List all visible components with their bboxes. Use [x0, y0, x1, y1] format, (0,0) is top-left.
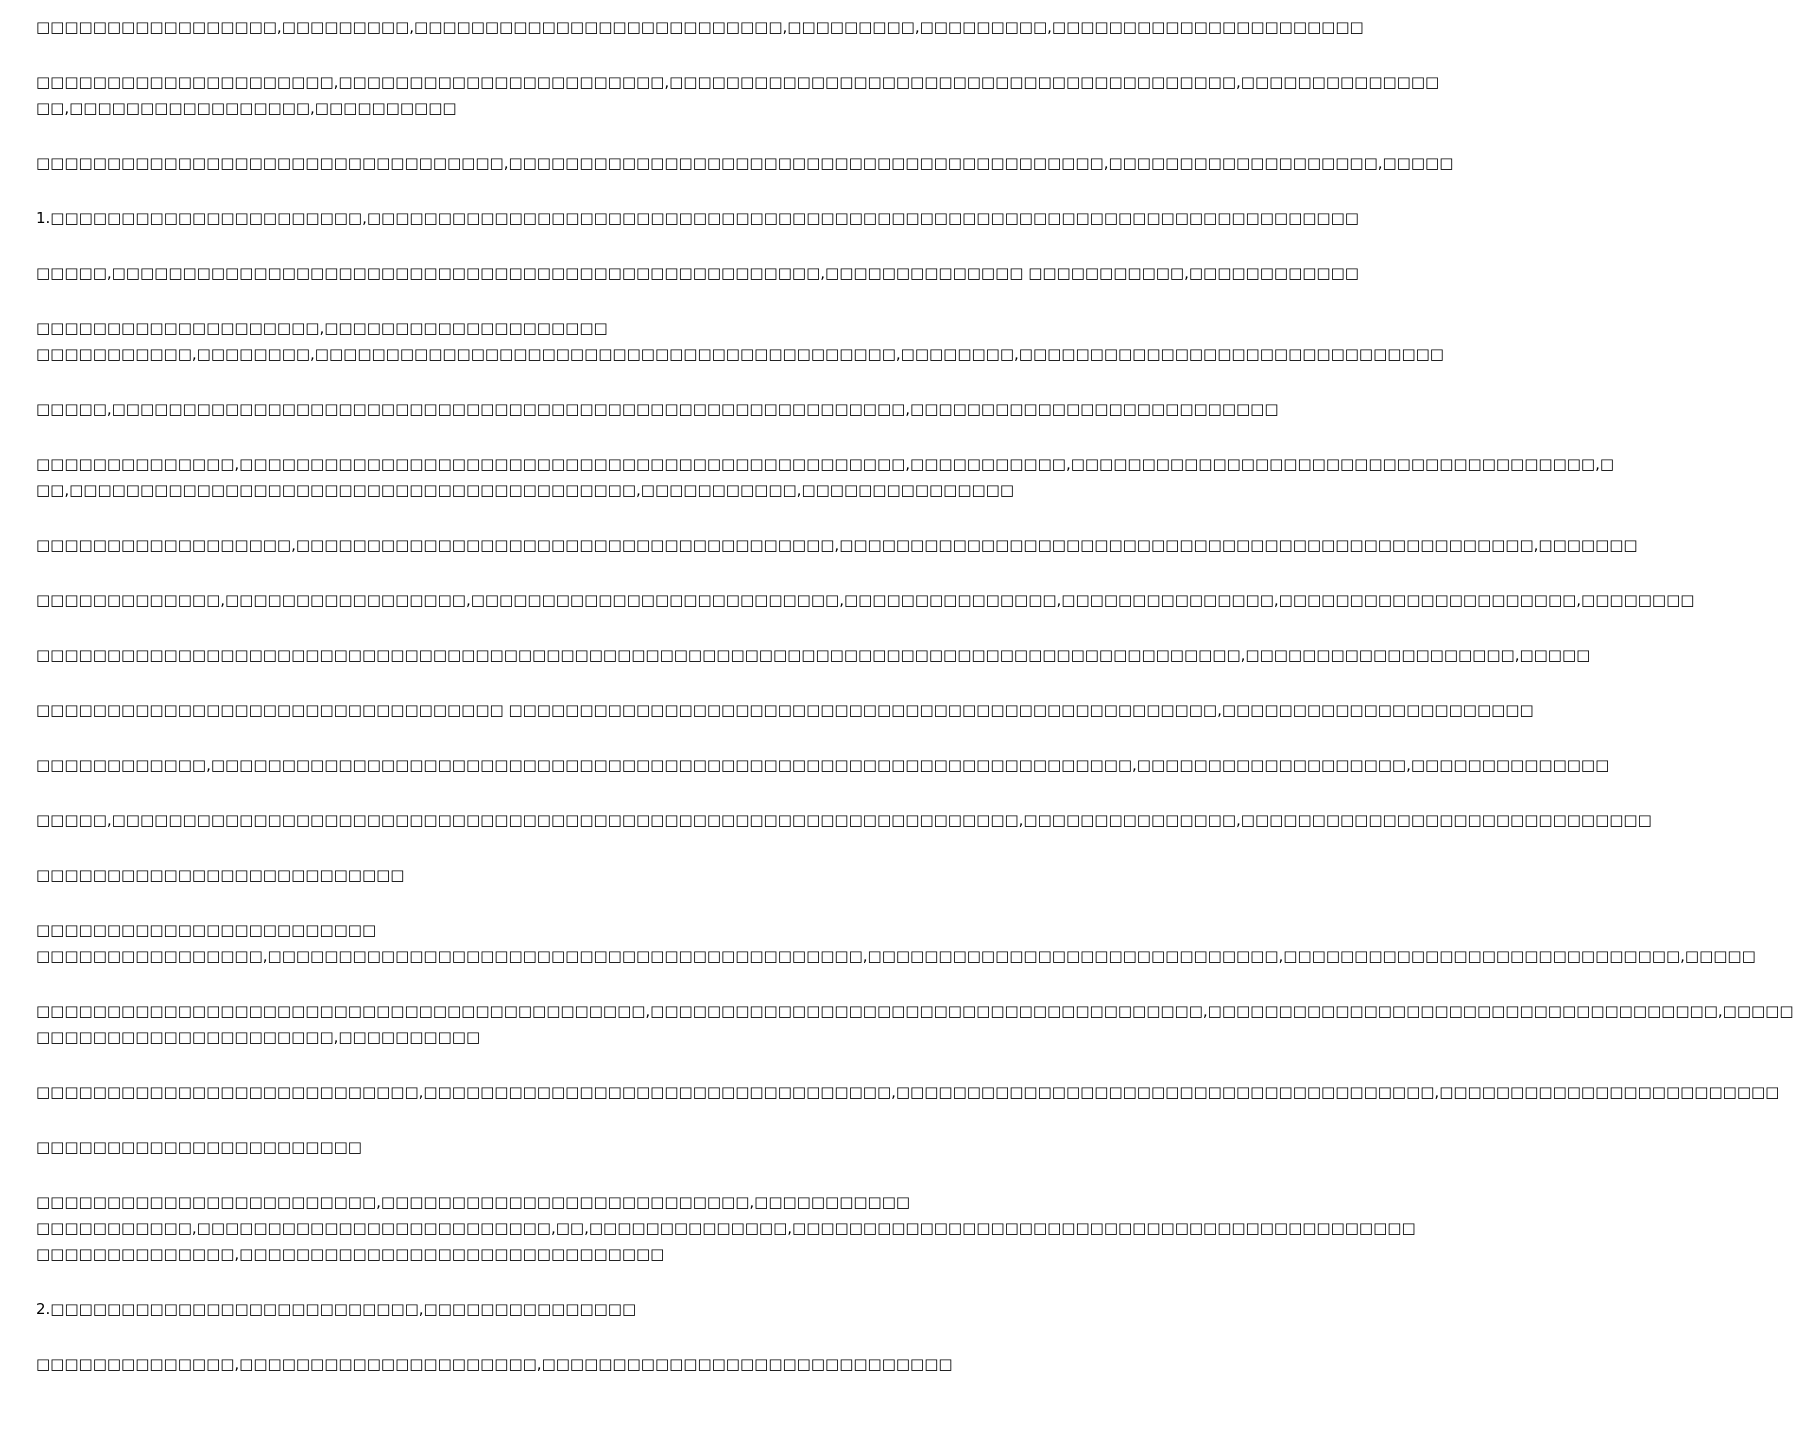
paragraph-20-line-1: □□□□□□□□□□□□□□□□□□□□□□□□,□□□□□□□□□□□□□□□□□□□□□□□□□□,□□□□□□□□□□□ — [36, 1193, 911, 1211]
paragraph-2-line-2: □□,□□□□□□□□□□□□□□□□□,□□□□□□□□□□ — [36, 99, 457, 117]
paragraph-5: □□□□□,□□□□□□□□□□□□□□□□□□□□□□□□□□□□□□□□□□□□□□□□□□□□□□□□□□,□□□□□□□□□□□□□□ □□□□□□□□□□□,□□□□□□□□□□□□ — [36, 264, 1359, 282]
paragraph-9: □□□□□□□□□□□□□□□□□□,□□□□□□□□□□□□□□□□□□□□□□□□□□□□□□□□□□□□□□,□□□□□□□□□□□□□□□□□□□□□□□□□□□□□□□□□□□□□□□□□□□□□□□□□,□□□□□□□ — [36, 536, 1638, 554]
paragraph-7: □□□□□,□□□□□□□□□□□□□□□□□□□□□□□□□□□□□□□□□□□□□□□□□□□□□□□□□□□□□□□□,□□□□□□□□□□□□□□□□□□□□□□□□□□ — [36, 400, 1279, 418]
paragraph-16-line-1: □□□□□□□□□□□□□□□□□□□□□□□□ — [36, 921, 377, 939]
paragraph-13: □□□□□□□□□□□□,□□□□□□□□□□□□□□□□□□□□□□□□□□□□□□□□□□□□□□□□□□□□□□□□□□□□□□□□□□□□□□□□□,□□□□□□□□□□□□□□□□□□□,□□□□□□□□□□□□□□ — [36, 756, 1610, 774]
paragraph-20-line-2: □□□□□□□□□□□,□□□□□□□□□□□□□□□□□□□□□□□□□,□□,□□□□□□□□□□□□□□,□□□□□□□□□□□□□□□□□□□□□□□□□□□□□□□□□□□□□□□□□□□□ — [36, 1219, 1416, 1237]
document-body — [36, 14, 1794, 1377]
paragraph-15: □□□□□□□□□□□□□□□□□□□□□□□□□□ — [36, 866, 405, 884]
paragraph-17-line-1: □□□□□□□□□□□□□□□□□□□□□□□□□□□□□□□□□□□□□□□□□□□,□□□□□□□□□□□□□□□□□□□□□□□□□□□□□□□□□□□□□□□,□□□□□□□□□□□□□□□□□□□□□□□□□□□□□□□□□□□□,□□□□□ — [36, 1002, 1794, 1020]
paragraph-14: □□□□□,□□□□□□□□□□□□□□□□□□□□□□□□□□□□□□□□□□□□□□□□□□□□□□□□□□□□□□□□□□□□□□□□,□□□□□□□□□□□□□□□,□□□□□□□□□□□□□□□□□□□□□□□□□□□□□ — [36, 811, 1652, 829]
numbered-item-2: 2.□□□□□□□□□□□□□□□□□□□□□□□□□□,□□□□□□□□□□□□□□□ — [36, 1300, 637, 1318]
paragraph-17-line-2: □□□□□□□□□□□□□□□□□□□□□,□□□□□□□□□□ — [36, 1028, 481, 1046]
paragraph-6-line-1: □□□□□□□□□□□□□□□□□□□□,□□□□□□□□□□□□□□□□□□□□ — [36, 319, 608, 337]
paragraph-20-line-3: □□□□□□□□□□□□□□,□□□□□□□□□□□□□□□□□□□□□□□□□□□□□□ — [36, 1245, 665, 1263]
paragraph-11: □□□□□□□□□□□□□□□□□□□□□□□□□□□□□□□□□□□□□□□□□□□□□□□□□□□□□□□□□□□□□□□□□□□□□□□□□□□□□□□□□□□□□,□□□□□□□□□□□□□□□□□□□,□□□□□ — [36, 646, 1591, 664]
paragraph-8-line-1: □□□□□□□□□□□□□□,□□□□□□□□□□□□□□□□□□□□□□□□□□□□□□□□□□□□□□□□□□□□□□□,□□□□□□□□□□□,□□□□□□□□□□□□□□□□□□□□□□□□□□□□□□□□□□□□□,□ — [36, 455, 1615, 473]
paragraph-12: □□□□□□□□□□□□□□□□□□□□□□□□□□□□□□□□□ □□□□□□□□□□□□□□□□□□□□□□□□□□□□□□□□□□□□□□□□□□□□□□□□□□,□□□□□□□□□□□□□□□□□□□□□□ — [36, 701, 1534, 719]
paragraph-18: □□□□□□□□□□□□□□□□□□□□□□□□□□□,□□□□□□□□□□□□□□□□□□□□□□□□□□□□□□□□□,□□□□□□□□□□□□□□□□□□□□□□□□□□□□□□□□□□□□□□,□□□□□□□□□□□□□□□□□□□□□□□□ — [36, 1083, 1780, 1101]
paragraph-6-line-2: □□□□□□□□□□□,□□□□□□□□,□□□□□□□□□□□□□□□□□□□□□□□□□□□□□□□□□□□□□□□□□,□□□□□□□□,□□□□□□□□□□□□□□□□□□□□□□□□□□□□□□ — [36, 345, 1444, 363]
paragraph-19: □□□□□□□□□□□□□□□□□□□□□□□ — [36, 1138, 362, 1156]
paragraph-3: □□□□□□□□□□□□□□□□□□□□□□□□□□□□□□□□□,□□□□□□□□□□□□□□□□□□□□□□□□□□□□□□□□□□□□□□□□□□,□□□□□□□□□□□□□□□□□□□,□□□□□ — [36, 154, 1454, 172]
paragraph-10: □□□□□□□□□□□□□,□□□□□□□□□□□□□□□□□,□□□□□□□□□□□□□□□□□□□□□□□□□□,□□□□□□□□□□□□□□□,□□□□□□□□□□□□□□□,□□□□□□□□□□□□□□□□□□□□□,□□□□□□□□ — [36, 591, 1695, 609]
paragraph-16-line-2: □□□□□□□□□□□□□□□□,□□□□□□□□□□□□□□□□□□□□□□□□□□□□□□□□□□□□□□□□□□,□□□□□□□□□□□□□□□□□□□□□□□□□□□□□,□□□□□□□□□□□□□□□□□□□□□□□□□□□□,□□□□□ — [36, 947, 1756, 965]
paragraph-8-line-2: □□,□□□□□□□□□□□□□□□□□□□□□□□□□□□□□□□□□□□□□□□□,□□□□□□□□□□□,□□□□□□□□□□□□□□□ — [36, 481, 1015, 499]
paragraph-1: □□□□□□□□□□□□□□□□□,□□□□□□□□□,□□□□□□□□□□□□□□□□□□□□□□□□□□,□□□□□□□□□,□□□□□□□□□,□□□□□□□□□□□□□□□□□□□□□□ — [36, 18, 1364, 36]
paragraph-2-line-1: □□□□□□□□□□□□□□□□□□□□□,□□□□□□□□□□□□□□□□□□□□□□□,□□□□□□□□□□□□□□□□□□□□□□□□□□□□□□□□□□□□□□□□,□□□□□□□□□□□□□□ — [36, 73, 1440, 91]
paragraph-22: □□□□□□□□□□□□□□,□□□□□□□□□□□□□□□□□□□□□,□□□□□□□□□□□□□□□□□□□□□□□□□□□□□ — [36, 1355, 953, 1373]
numbered-item-1: 1.□□□□□□□□□□□□□□□□□□□□□□,□□□□□□□□□□□□□□□□□□□□□□□□□□□□□□□□□□□□□□□□□□□□□□□□□□□□□□□□□□□□□□□□□□□□□□ — [36, 209, 1359, 227]
